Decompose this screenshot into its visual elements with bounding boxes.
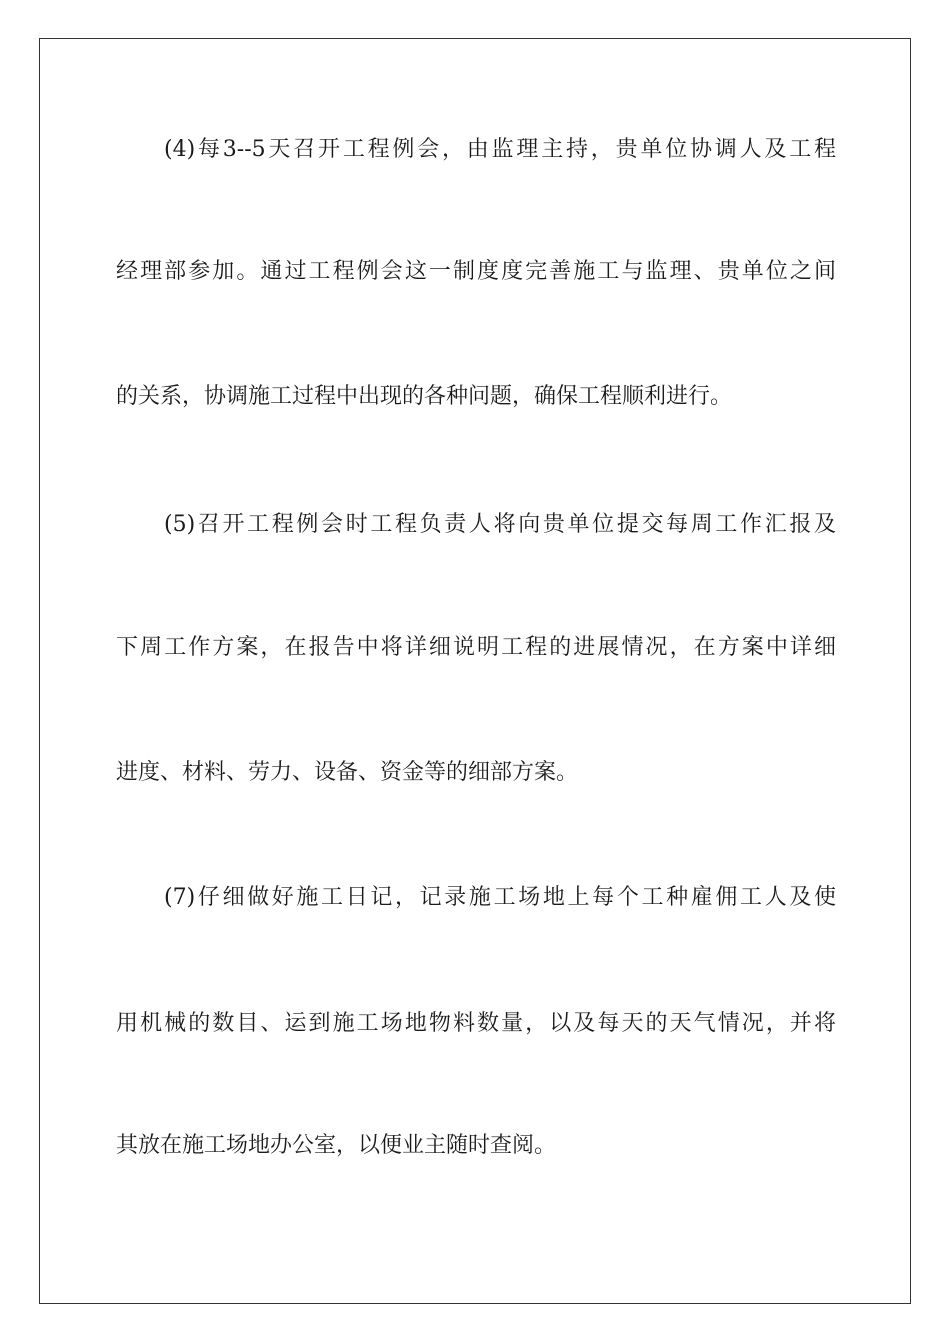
paragraph-7-line-2: 用机械的数目、运到施工场地物料数量，以及每天的天气情况，并将 bbox=[116, 1011, 836, 1036]
paragraph-5-line-3: 进度、材料、劳力、设备、资金等的细部方案。 bbox=[116, 760, 579, 785]
paragraph-7-line-1: (7)仔细做好施工日记，记录施工场地上每个工种雇佣工人及使 bbox=[164, 885, 836, 910]
paragraph-4-line-3: 的关系，协调施工过程中出现的各种问题，确保工程顺利进行。 bbox=[116, 384, 733, 409]
paragraph-7-line-3: 其放在施工场地办公室，以便业主随时查阅。 bbox=[116, 1133, 557, 1158]
paragraph-5-line-2: 下周工作方案，在报告中将详细说明工程的进展情况，在方案中详细 bbox=[116, 635, 836, 660]
page-border bbox=[39, 38, 911, 1304]
paragraph-4-line-2: 经理部参加。通过工程例会这一制度度完善施工与监理、贵单位之间 bbox=[116, 259, 836, 284]
paragraph-5-line-1: (5)召开工程例会时工程负责人将向贵单位提交每周工作汇报及 bbox=[164, 512, 836, 537]
paragraph-4-line-1: (4)每3--5天召开工程例会，由监理主持，贵单位协调人及工程 bbox=[164, 137, 836, 162]
